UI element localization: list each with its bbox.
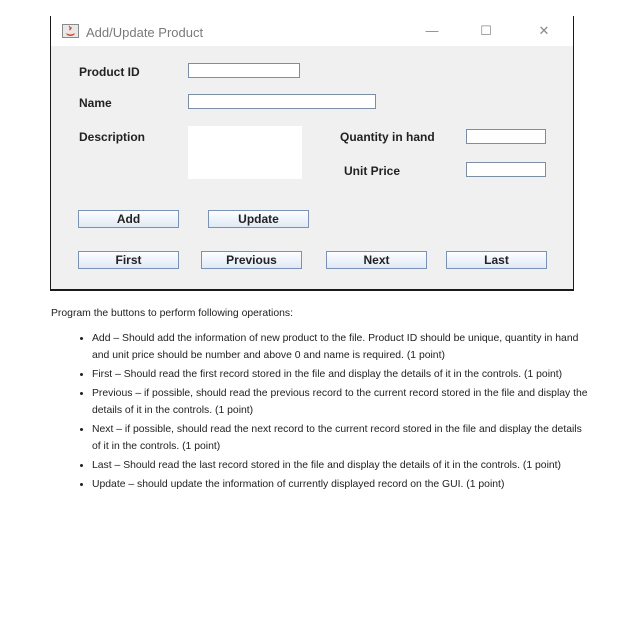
- name-label: Name: [79, 96, 112, 110]
- product-id-label: Product ID: [79, 65, 140, 79]
- list-item: • Last – Should read the last record stored in the file and display the details of it in the controls. (1 point): [92, 457, 591, 474]
- name-input[interactable]: [188, 94, 376, 109]
- unit-price-label: Unit Price: [344, 164, 401, 178]
- update-button[interactable]: Update: [208, 210, 309, 228]
- list-item: • Next – if possible, should read the next record to the current record stored in the file and display the details of it in the controls. (1 point): [92, 421, 591, 455]
- instructions-list: [51, 330, 591, 493]
- close-icon[interactable]: ✕: [538, 23, 550, 38]
- description-textarea[interactable]: [188, 126, 302, 179]
- minimize-icon[interactable]: —: [425, 23, 439, 38]
- unit-price-input[interactable]: [466, 162, 546, 177]
- java-app-icon: [62, 24, 79, 38]
- maximize-icon[interactable]: ☐: [480, 23, 492, 38]
- list-item: • Update – should update the information of currently displayed record on the GUI. (1 point): [92, 476, 591, 493]
- previous-button[interactable]: Previous: [201, 251, 302, 269]
- quantity-input[interactable]: [466, 129, 546, 144]
- list-item: • First – Should read the first record stored in the file and display the details of it in the controls. (1 point): [92, 366, 591, 383]
- window-title: Add/Update Product: [86, 25, 204, 40]
- description-label: Description: [79, 130, 146, 144]
- last-button[interactable]: Last: [446, 251, 547, 269]
- title-bar: [51, 16, 573, 46]
- next-button[interactable]: Next: [326, 251, 427, 269]
- instructions: [51, 305, 591, 495]
- instructions-intro: Program the buttons to perform following operations:: [51, 308, 293, 319]
- quantity-label: Quantity in hand: [340, 130, 435, 144]
- list-item: • Previous – if possible, should read the previous record to the current record stored in the file and display the details of it in the controls. (1 point): [92, 385, 591, 419]
- first-button[interactable]: First: [78, 251, 179, 269]
- list-item: • Add – Should add the information of new product to the file. Product ID should be unique, quantity in hand and unit price should be number and above 0 and name is required. (1 point): [92, 330, 591, 364]
- add-button[interactable]: Add: [78, 210, 179, 228]
- product-id-input[interactable]: [188, 63, 300, 78]
- product-window: [50, 16, 574, 291]
